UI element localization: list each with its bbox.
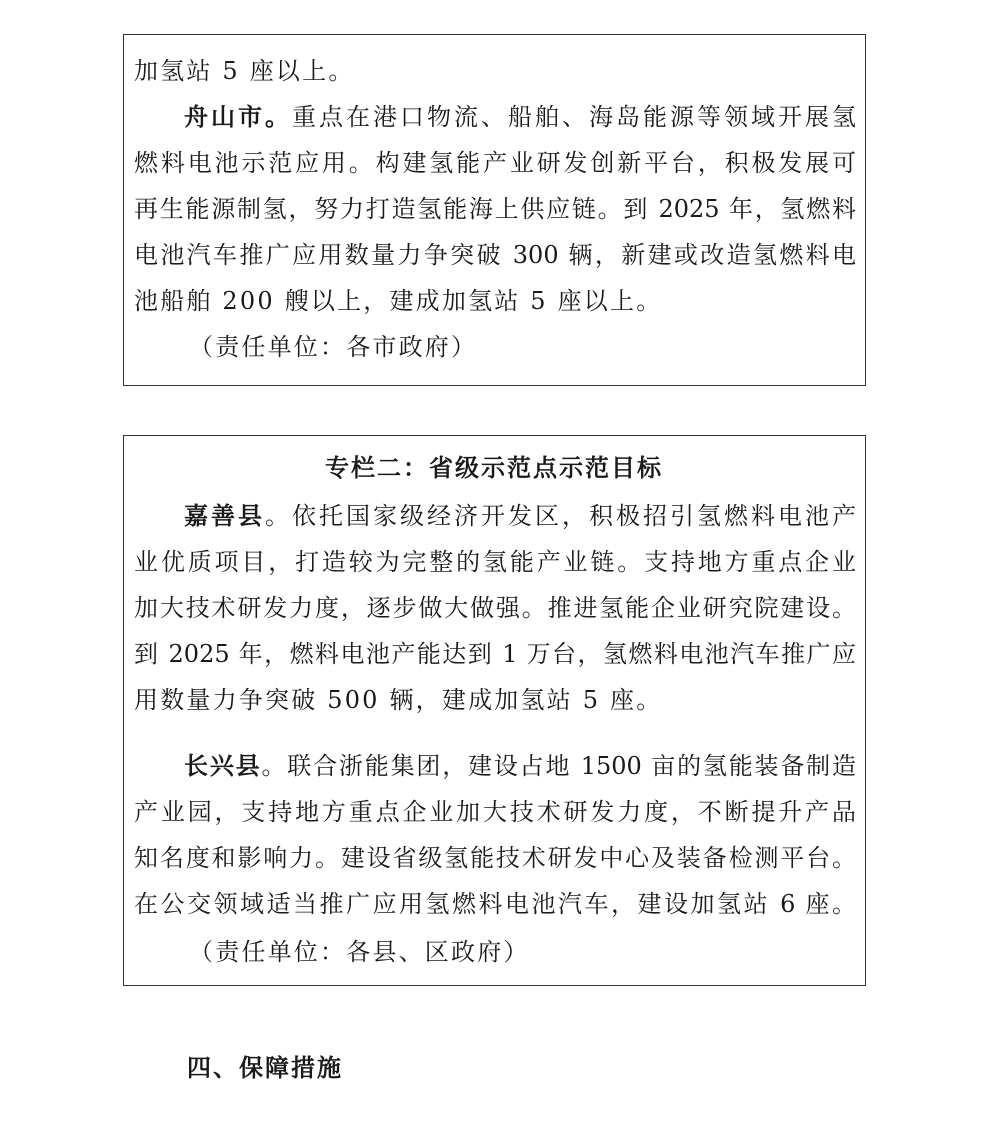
text-line: 加氢站 5 座以上。 (134, 57, 355, 85)
text-line: 加大技术研发力度，逐步做大做强。推进氢能企业研究院建设。 (134, 594, 856, 622)
paragraph-zhoushan-first-line (184, 101, 856, 133)
text-span: 重点在港口物流、船舶、海岛能源等领域开展氢 (292, 103, 856, 131)
box-title: 专栏二：省级示范点示范目标 (325, 454, 663, 482)
text-line: 燃料电池示范应用。构建氢能产业研发创新平台，积极发展可 (134, 149, 856, 177)
text-line: 池船舶 200 艘以上，建成加氢站 5 座以上。 (134, 287, 663, 315)
paragraph-changxing-first-line (184, 750, 856, 782)
city-name-zhoushan: 舟山市。 (184, 103, 292, 131)
text-box-zhoushan (123, 34, 866, 386)
county-name-changxing: 长兴县 (184, 752, 262, 780)
text-line: 电池汽车推广应用数量力争突破 300 辆，新建或改造氢燃料电 (134, 241, 856, 269)
responsibility-note: （责任单位：各市政府） (189, 333, 478, 361)
text-line: 业优质项目，打造较为完整的氢能产业链。支持地方重点企业 (134, 548, 856, 576)
responsibility-note: （责任单位：各县、区政府） (189, 938, 530, 966)
text-line: 到 2025 年，燃料电池产能达到 1 万台，氢燃料电池汽车推广应 (134, 640, 856, 668)
text-span: 。联合浙能集团，建设占地 1500 亩的氢能装备制造 (261, 752, 857, 780)
text-line: 产业园，支持地方重点企业加大技术研发力度，不断提升产品 (134, 798, 856, 826)
text-line: 知名度和影响力。建设省级氢能技术研发中心及装备检测平台。 (134, 844, 856, 872)
county-name-jiashan: 嘉善县 (184, 502, 265, 530)
text-line: 用数量力争突破 500 辆，建成加氢站 5 座。 (134, 686, 663, 714)
text-box-column-two (123, 435, 866, 986)
text-line: 在公交领域适当推广应用氢燃料电池汽车，建设加氢站 6 座。 (134, 890, 856, 918)
section-heading: 四、保障措施 (187, 1054, 343, 1082)
text-line: 再生能源制氢，努力打造氢能海上供应链。到 2025 年，氢燃料 (134, 195, 856, 223)
text-span: 。依托国家级经济开发区，积极招引氢燃料电池产 (265, 502, 856, 530)
paragraph-jiashan-first-line (184, 500, 856, 532)
